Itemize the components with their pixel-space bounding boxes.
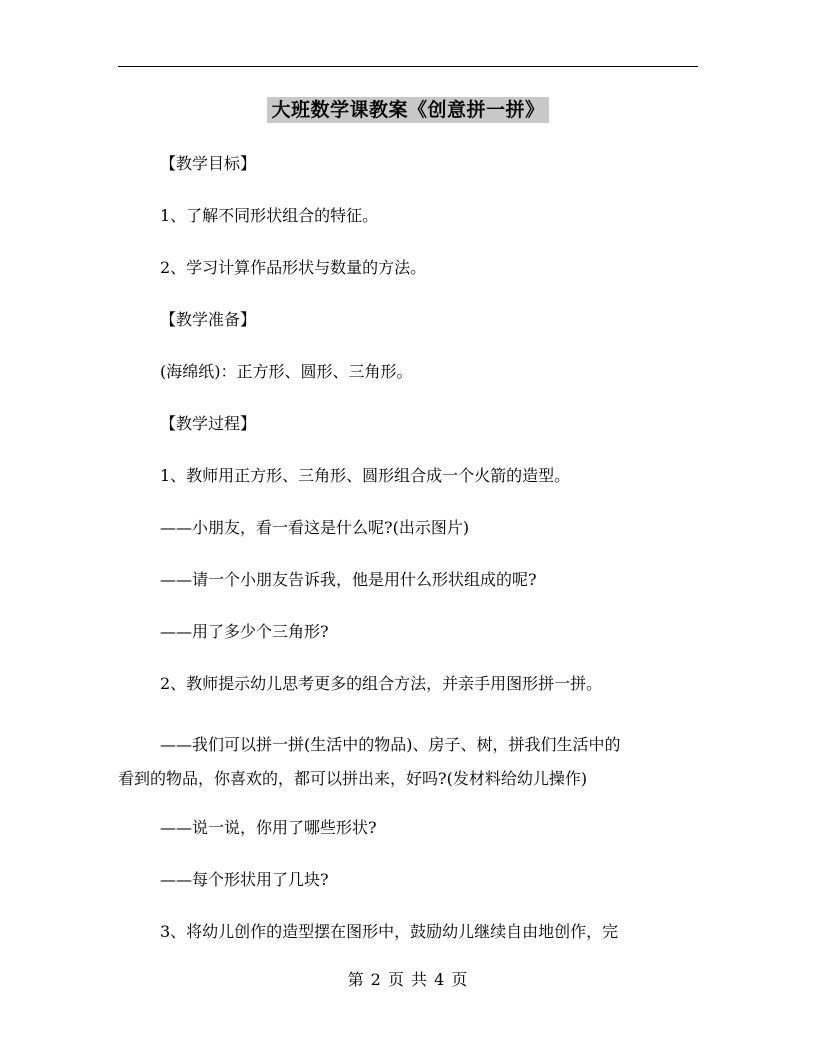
preparation-materials: (海绵纸)：正方形、圆形、三角形。 [160, 362, 413, 381]
section-heading-process: 【教学过程】 [160, 414, 257, 433]
page-footer: 第 2 页 共 4 页 [347, 970, 469, 989]
process-step-1: 1、教师用正方形、三角形、圆形组合成一个火箭的造型。 [160, 466, 571, 485]
process-step-3: 3、将幼儿创作的造型摆在图形中，鼓励幼儿继续自由地创作，完 [160, 922, 619, 941]
section-heading-objectives: 【教学目标】 [160, 154, 257, 173]
dialogue-line-1: ——小朋友，看一看这是什么呢?(出示图片) [160, 518, 470, 537]
section-heading-preparation: 【教学准备】 [160, 310, 257, 329]
objective-item-2: 2、学习计算作品形状与数量的方法。 [160, 258, 427, 277]
paragraph-line-2: 看到的物品，你喜欢的，都可以拼出来，好吗?(发材料给幼儿操作) [118, 769, 588, 788]
dialogue-line-4: ——说一说，你用了哪些形状? [160, 818, 377, 837]
dialogue-line-2: ——请一个小朋友告诉我，他是用什么形状组成的呢? [160, 570, 537, 589]
dialogue-line-5: ——每个形状用了几块? [160, 870, 329, 889]
objective-item-1: 1、了解不同形状组合的特征。 [160, 206, 379, 225]
title-container [0, 97, 816, 123]
paragraph-line-1: ——我们可以拼一拼(生活中的物品)、房子、树，拼我们生活中的 [160, 735, 621, 754]
header-rule [118, 66, 698, 67]
dialogue-line-3: ——用了多少个三角形? [160, 622, 329, 641]
document-title: 大班数学课教案《创意拼一拼》 [267, 97, 548, 123]
process-step-2: 2、教师提示幼儿思考更多的组合方法，并亲手用图形拼一拼。 [160, 674, 603, 693]
dialogue-paragraph [118, 728, 700, 796]
